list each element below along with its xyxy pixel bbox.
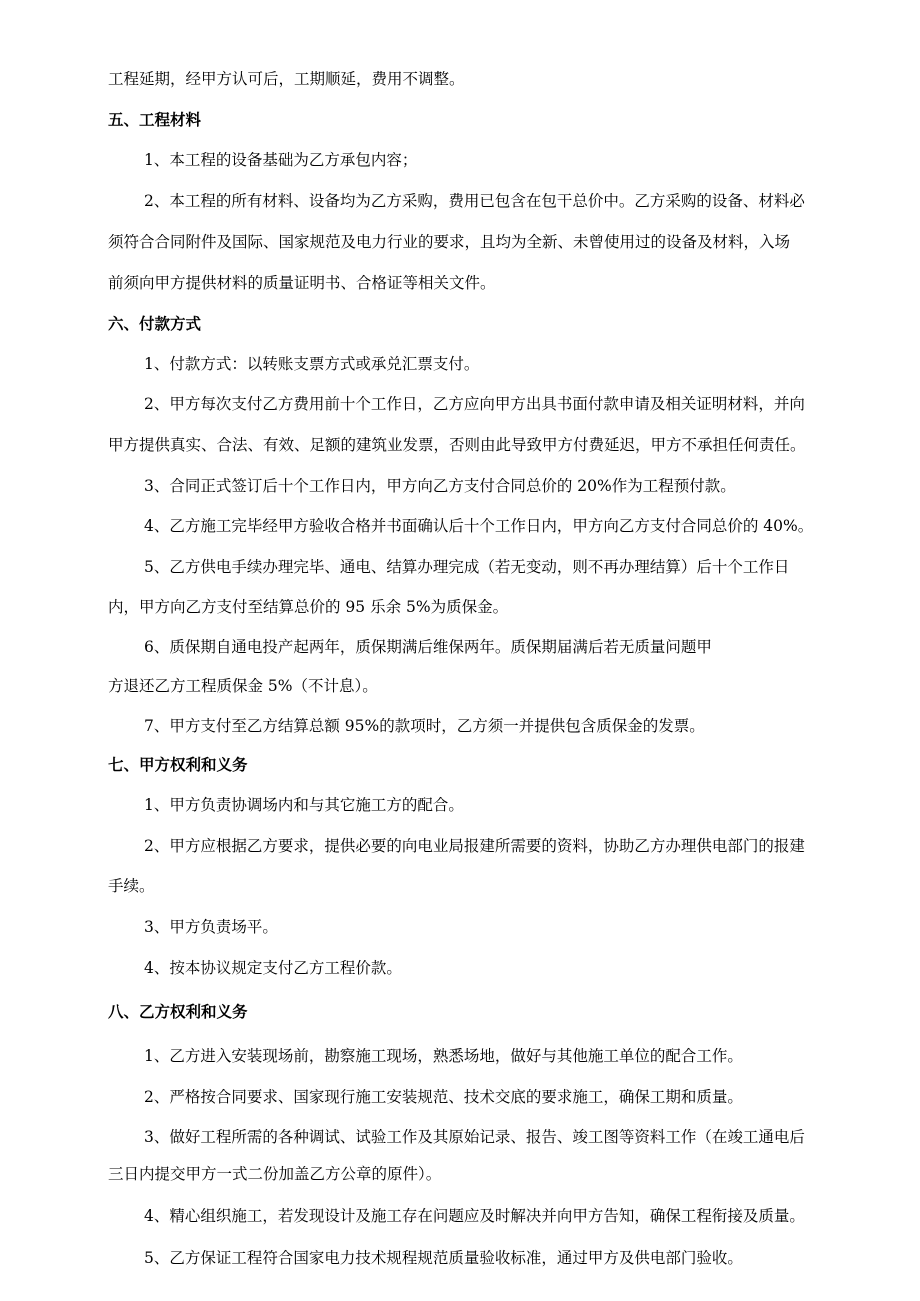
text-line: 1、乙方进入安装现场前，勘察施工现场，熟悉场地，做好与其他施工单位的配合工作。 [144, 1047, 743, 1065]
section-heading: 五、工程材料 [108, 111, 202, 129]
text-line: 三日内提交甲方一式二份加盖乙方公章的原件）。 [108, 1165, 442, 1183]
text-line: 内，甲方向乙方支付至结算总价的 95 乐余 5%为质保金。 [108, 598, 509, 616]
section-heading: 八、乙方权利和义务 [108, 1003, 248, 1021]
section-heading: 七、甲方权利和义务 [108, 756, 248, 774]
text-line: 3、合同正式签订后十个工作日内，甲方向乙方支付合同总价的 20%作为工程预付款。 [144, 477, 736, 495]
text-line: 4、精心组织施工，若发现设计及施工存在问题应及时解决并向甲方告知，确保工程衔接及质量。 [144, 1207, 805, 1225]
text-line: 前须向甲方提供材料的质量证明书、合格证等相关文件。 [108, 274, 496, 292]
text-line: 5、乙方保证工程符合国家电力技术规程规范质量验收标准，通过甲方及供电部门验收。 [144, 1249, 743, 1267]
section-heading: 六、付款方式 [108, 315, 202, 333]
text-line: 4、乙方施工完毕经甲方验收合格并书面确认后十个工作日内，甲方向乙方支付合同总价的 40%。 [144, 517, 814, 535]
text-line: 方退还乙方工程质保金 5%（不计息）。 [108, 677, 378, 695]
text-line: 1、甲方负责协调场内和与其它施工方的配合。 [144, 796, 464, 814]
text-line: 3、做好工程所需的各种调试、试验工作及其原始记录、报告、竣工图等资料工作（在竣工通电后 [144, 1128, 805, 1146]
text-line: 2、严格按合同要求、国家现行施工安装规范、技术交底的要求施工，确保工期和质量。 [144, 1088, 743, 1106]
text-line: 甲方提供真实、合法、有效、足额的建筑业发票，否则由此导致甲方付费延迟，甲方不承担任何责任。 [108, 436, 806, 454]
text-line: 手续。 [108, 877, 155, 895]
text-line: 须符合合同附件及国际、国家规范及电力行业的要求，且均为全新、未曾使用过的设备及材料，入场 [108, 233, 791, 251]
text-line: 1、本工程的设备基础为乙方承包内容； [144, 151, 418, 169]
text-line: 1、付款方式：以转账支票方式或承兑汇票支付。 [144, 355, 480, 373]
text-line: 6、质保期自通电投产起两年，质保期满后维保两年。质保期届满后若无质量问题甲 [144, 638, 712, 656]
text-line: 7、甲方支付至乙方结算总额 95%的款项时，乙方须一并提供包含质保金的发票。 [144, 717, 705, 735]
text-line: 2、甲方每次支付乙方费用前十个工作日，乙方应向甲方出具书面付款申请及相关证明材料，并向 [144, 395, 805, 413]
text-line: 工程延期，经甲方认可后，工期顺延，费用不调整。 [108, 70, 465, 88]
text-line: 3、甲方负责场平。 [144, 918, 278, 936]
text-line: 2、本工程的所有材料、设备均为乙方采购，费用已包含在包干总价中。乙方采购的设备、材料必 [144, 192, 805, 210]
text-line: 5、乙方供电手续办理完毕、通电、结算办理完成（若无变动，则不再办理结算）后十个工作日 [144, 558, 790, 576]
text-line: 4、按本协议规定支付乙方工程价款。 [144, 959, 402, 977]
text-line: 2、甲方应根据乙方要求，提供必要的向电业局报建所需要的资料，协助乙方办理供电部门的报建 [144, 837, 805, 855]
